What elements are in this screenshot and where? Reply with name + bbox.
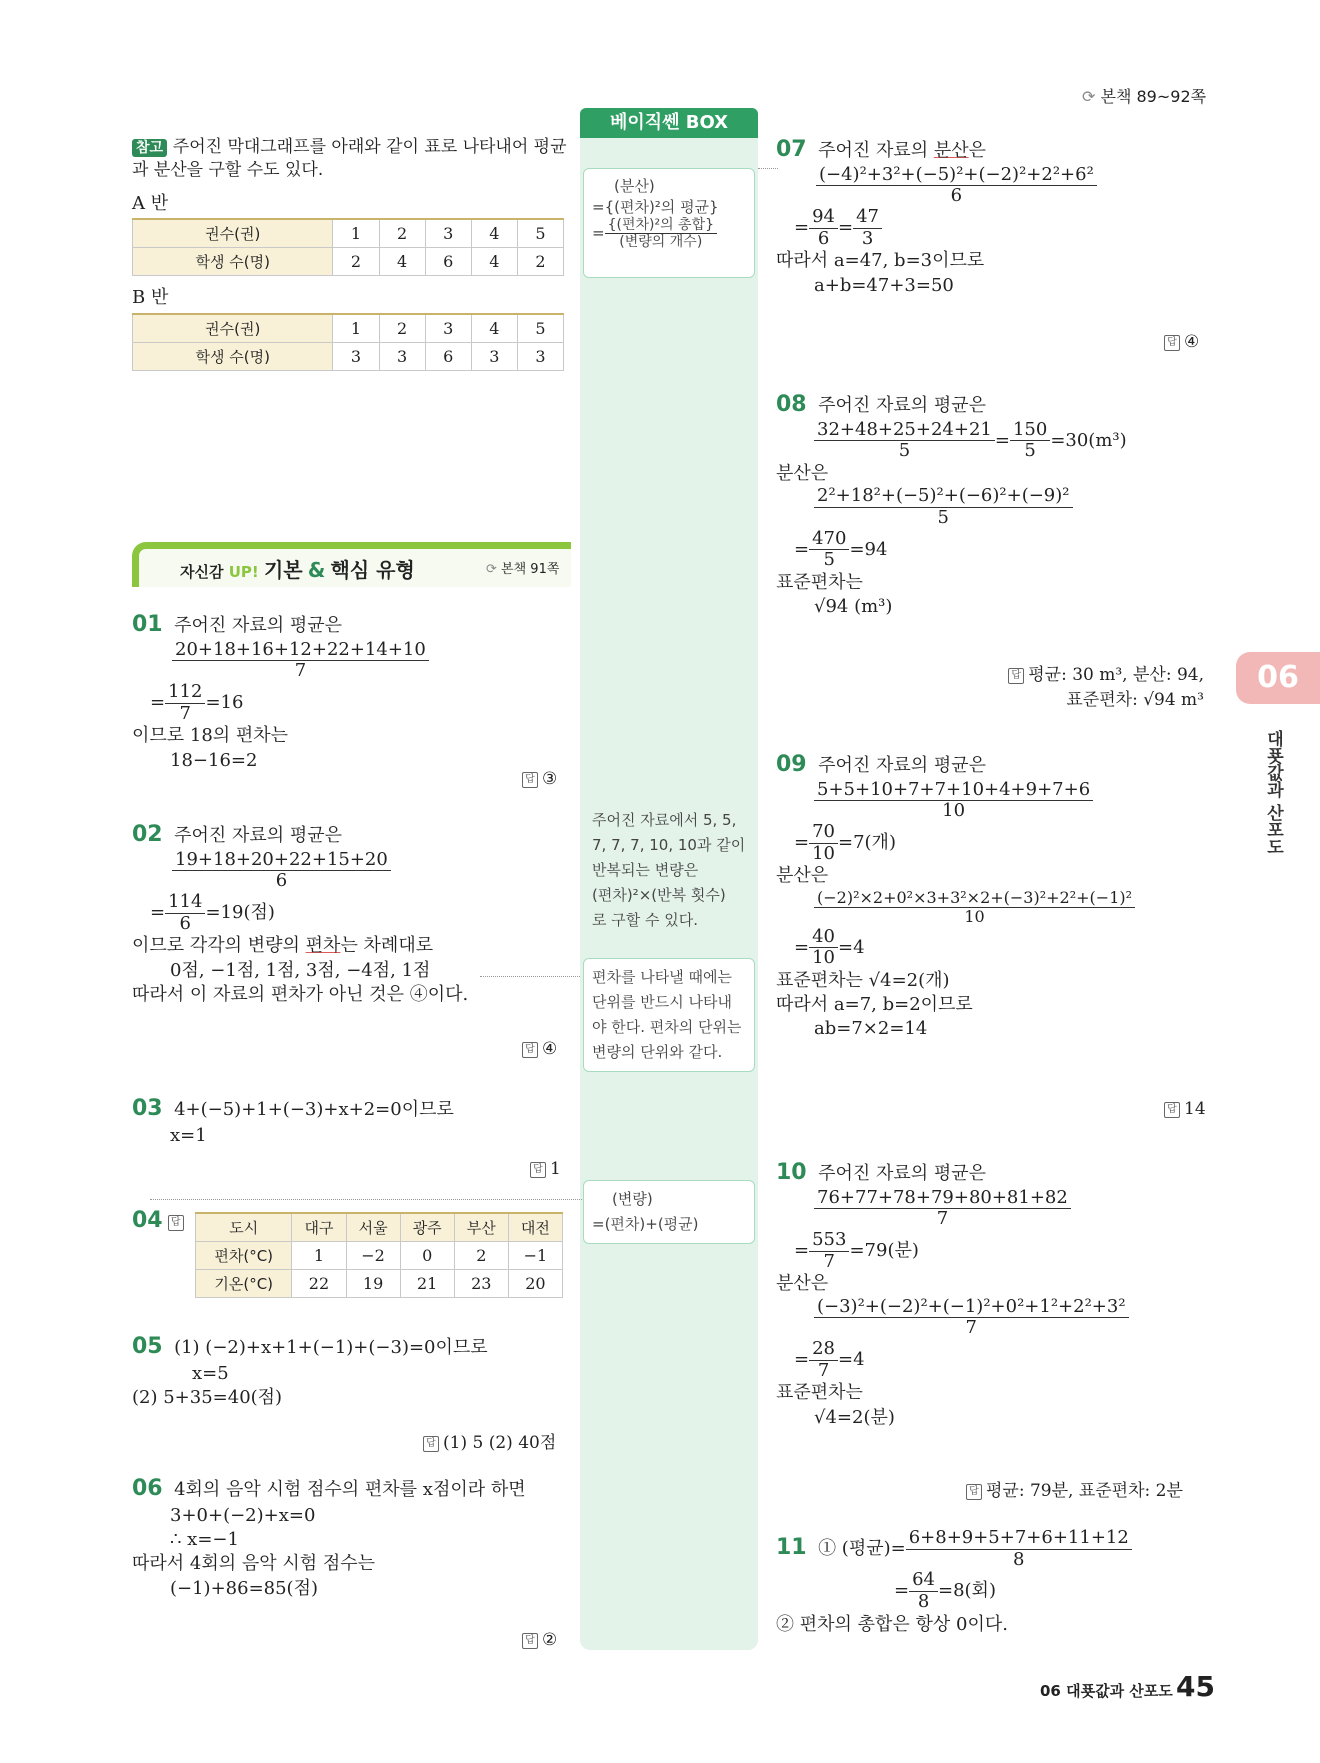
answer-05: 답 (1) 5 (2) 40점 [423,1428,556,1453]
sidebar-title: 베이직쎈 BOX [580,108,758,138]
page-number: 45 [1176,1670,1215,1703]
problem-04-table: 도시 대구 서울 광주 부산 대전 편차(°C) 1 −2 0 2 −1 기온(°C) 22 19 21 23 20 [195,1212,563,1298]
answer-icon: 답 [530,1162,546,1178]
variance-definition-box: (분산) ={(편차)²의 평균} = $\frac{\text{\{(편차)²의 총합\}}}{\text{(변량의 개수)}}$ [583,168,755,278]
connector [758,168,778,169]
answer-06: 답 ② [522,1630,557,1650]
problem-09: 09 주어진 자료의 평균은 $\frac{5+5+10+7+7+10+4+9+7+6}{10}$ = $\frac{70}{10}$ =7(개) 분산은 $\frac{\text{(−2)²×2+0²×3+3²×2+(−3)²+2²+(−1)²}}{10}$ = $\frac{40}{10}$ =4 표준편차는 √4=2(개) 따라서 a=7, b=2이므로 ab=7×2=14 [776,750,1206,1042]
variate-formula-box: (변량) =(편차)+(평균) [583,1180,755,1244]
problem-07: 07 주어진 자료의 분산은 $\frac{\text{(−4)²+3²+(−5)²+(−2)²+2²+6²}}{6}$ = $\frac{94}{6}$ = $\frac{47}{3}$ 따라서 a=47, b=3이므로 a+b=47+3=50 [776,135,1206,298]
answer-01: 답 ③ [522,769,557,789]
answer-icon: 답 [522,772,538,788]
connector [150,1199,582,1200]
problem-03: 03 4+(−5)+1+(−3)+x+2=0이므로 x=1 [132,1096,454,1146]
answer-icon: 답 [1008,668,1024,684]
problem-05: 05 (1) (−2)+x+1+(−1)+(−3)=0이므로 x=5 (2) 5+35=40(점) [132,1334,488,1408]
problem-06: 06 4회의 음악 시험 점수의 편차를 x점이라 하면 3+0+(−2)+x=0 ∴ x=−1 따라서 4회의 음악 시험 점수는 (−1)+86=85(점) [132,1476,526,1599]
note-block: 참고 주어진 막대그래프를 아래와 같이 표로 나타내어 평균 과 분산을 구할 수도 있다. [132,137,567,181]
answer-07: 답 ④ [1164,332,1199,352]
page-reference: ⟳ 본책 89~92쪽 [1082,87,1207,106]
answer-icon: 답 [1164,1102,1180,1118]
table-a-title: A 반 [132,193,169,214]
problem-01: 01 주어진 자료의 평균은 $\frac{20+18+16+12+22+14+10}{7}$ = $\frac{112}{7}$ =16 이므로 18의 편차는 18−16=2 [132,610,564,773]
deviation-unit-box: 편차를 나타낼 때에는 단위를 반드시 나타내 야 한다. 편차의 단위는 변량의 단위와 같다. [583,958,755,1072]
table-b-title: B 반 [132,287,169,308]
problem-10: 10 주어진 자료의 평균은 $\frac{76+77+78+79+80+81+82}{7}$ = $\frac{553}{7}$ =79(분) 분산은 $\frac{\text{(−3)²+(−2)²+(−1)²+0²+1²+2²+3²}}{7}$ = $\frac{28}{7}$ =4 표준편차는 √4=2(분) [776,1158,1206,1430]
table-b: 권수(권) 1 2 3 4 5 학생 수(명) 3 3 6 3 3 [132,313,564,371]
answer-10: 답 평균: 79분, 표준편차: 2분 [966,1476,1183,1501]
repeat-variate-note: 주어진 자료에서 5, 5, 7, 7, 7, 10, 10과 같이 반복되는 변량은 (편차)²×(반복 횟수) 로 구할 수 있다. [592,811,746,929]
problem-02: 02 주어진 자료의 평균은 $\frac{19+18+20+22+15+20}{6}$ = $\frac{114}{6}$ =19(점) 이므로 각각의 변량의 편차는 차례대로 0점, −1점, 1점, 3점, −4점, 1점 따라서 이 자료의 편차가 아닌 것은 ④이다. [132,822,469,1006]
refresh-icon: ⟳ [486,562,497,577]
answer-icon: 답 [1164,335,1180,351]
answer-02: 답 ④ [522,1039,557,1059]
problem-04-label: 04 답 [132,1208,188,1233]
answer-icon: 답 [966,1484,982,1500]
answer-03: 답 1 [530,1159,561,1179]
answer-icon: 답 [168,1215,184,1231]
problem-08: 08 주어진 자료의 평균은 $\frac{32+48+25+24+21}{5}$ = $\frac{150}{5}$ =30(m³) 분산은 $\frac{\text{2²+18²+(−5)²+(−6)²+(−9)²}}{5}$ = $\frac{470}{5}$ =94 표준편차는 √94 (m³) [776,392,1127,618]
section-title: 자신감 UP! 기본 & 핵심 유형 [180,558,415,582]
section-reference: ⟳ 본책 91쪽 [486,562,560,577]
answer-icon: 답 [522,1042,538,1058]
footer-chapter: 06 대푯값과 산포도 [1040,1682,1173,1700]
chapter-tab-label: 대푯값과 산포도 [1263,730,1283,855]
answer-09: 답 14 [1164,1099,1206,1119]
answer-08: 답 평균: 30 m³, 분산: 94, 표준편차: √94 m³ [990,660,1204,710]
chapter-tab[interactable]: 06 [1236,652,1320,704]
answer-icon: 답 [423,1436,439,1452]
note-badge: 참고 [132,139,167,157]
problem-11: 11 ① (평균)= $\frac{6+8+9+5+7+6+11+12}{8}$ = $\frac{64}{8}$ =8(회) ② 편차의 총합은 항상 0이다. [776,1528,1206,1637]
answer-icon: 답 [522,1633,538,1649]
table-a: 권수(권) 1 2 3 4 5 학생 수(명) 2 4 6 4 2 [132,218,564,276]
refresh-icon: ⟳ [1082,87,1096,106]
